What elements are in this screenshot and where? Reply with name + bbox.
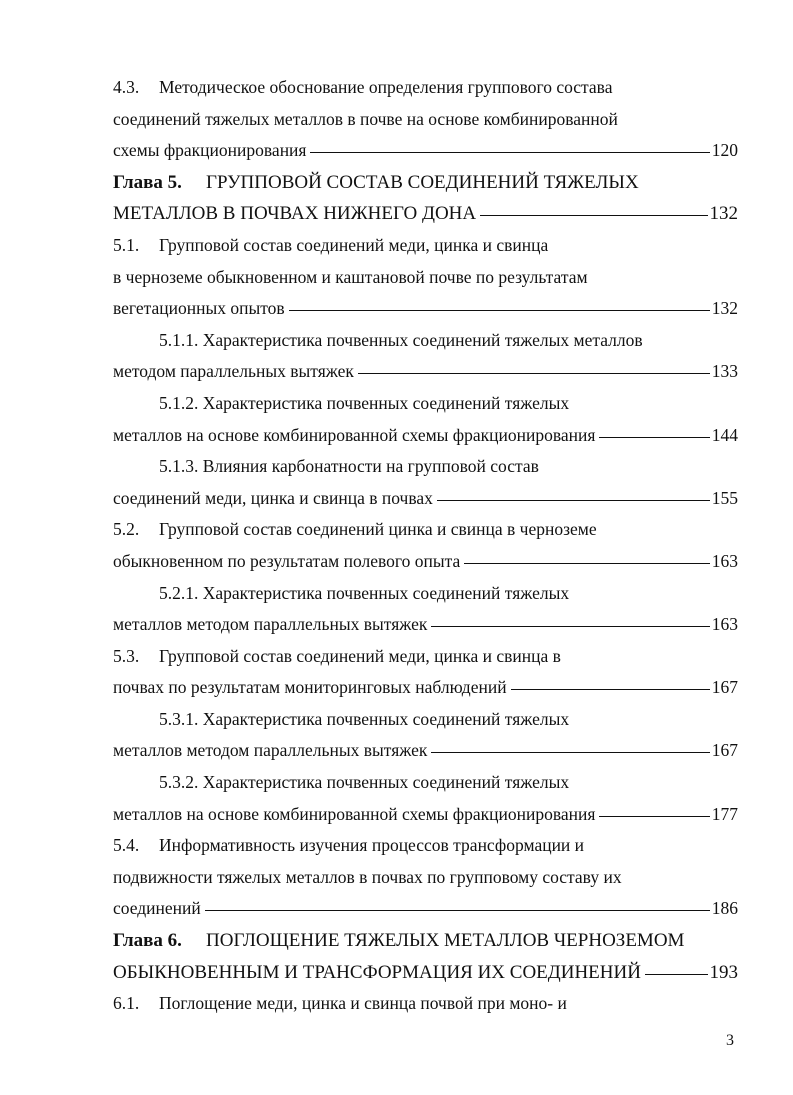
toc-entry-text: соединений тяжелых металлов в почве на основе комбинированной (113, 108, 618, 129)
section-number: 5.3. (113, 645, 140, 666)
leader-line (599, 816, 709, 817)
toc-line (113, 672, 738, 704)
section-number: 5.2. (113, 519, 140, 540)
toc-entry-text: 5.3.2. Характеристика почвенных соединений тяжелых (159, 772, 570, 793)
toc-line (113, 72, 738, 104)
leader-line (437, 500, 710, 501)
toc-entry-text: металлов методом параллельных вытяжек (113, 740, 428, 761)
toc-entry-text: соединений меди, цинка и свинца в почвах (113, 487, 433, 508)
chapter-number: Глава 6. (113, 930, 182, 952)
toc-page-number: 132 (711, 298, 738, 319)
toc-page-number: 193 (709, 961, 738, 983)
leader-line (511, 689, 710, 690)
leader-line (205, 910, 710, 911)
toc-entry-text: обыкновенном по результатам полевого опыта (113, 550, 461, 571)
toc-line (113, 641, 738, 673)
toc-line (113, 293, 738, 325)
toc-line (113, 483, 738, 515)
toc-line (113, 609, 738, 641)
toc-page-number: 186 (711, 898, 738, 919)
leader-line (358, 373, 710, 374)
toc-entry-text: ПОГЛОЩЕНИЕ ТЯЖЕЛЫХ МЕТАЛЛОВ ЧЕРНОЗЕМОМ (206, 930, 685, 952)
toc-line (113, 830, 738, 862)
toc-entry-text: ГРУППОВОЙ СОСТАВ СОЕДИНЕНИЙ ТЯЖЕЛЫХ (206, 171, 639, 193)
leader-line (480, 215, 707, 216)
leader-line (645, 974, 708, 975)
section-number: 5.1. (113, 234, 140, 255)
toc-entry-text: Групповой состав соединений меди, цинка и свинца (159, 234, 549, 255)
toc-entry-text: вегетационных опытов (113, 298, 285, 319)
toc-line (113, 356, 738, 388)
toc-page-number: 163 (711, 614, 738, 635)
toc-page-number: 133 (711, 361, 738, 382)
toc-entry-text: 5.2.1. Характеристика почвенных соединений тяжелых (159, 582, 570, 603)
toc-entry-text: подвижности тяжелых металлов в почвах по групповому составу их (113, 866, 622, 887)
toc-page-number: 132 (709, 203, 738, 225)
toc-line (113, 546, 738, 578)
toc-entry-text: методом параллельных вытяжек (113, 361, 354, 382)
section-number: 6.1. (113, 993, 140, 1014)
toc-entry-text: Групповой состав соединений меди, цинка и свинца в (159, 645, 561, 666)
toc-line (113, 799, 738, 831)
leader-line (289, 310, 710, 311)
toc-line (113, 230, 738, 262)
section-number: 4.3. (113, 77, 140, 97)
toc-entry-text: металлов на основе комбинированной схемы фракционирования (113, 803, 596, 824)
toc-line (113, 957, 738, 989)
page-number: 3 (726, 1032, 734, 1049)
toc-entry-text: металлов методом параллельных вытяжек (113, 614, 428, 635)
toc-line (113, 167, 738, 199)
leader-line (431, 626, 709, 627)
toc-entry-text: 5.3.1. Характеристика почвенных соединений тяжелых (159, 708, 570, 729)
toc-line (113, 704, 738, 736)
toc-entry-text: почвах по результатам мониторинговых наблюдений (113, 677, 507, 698)
leader-line (310, 152, 709, 153)
table-of-contents (113, 72, 738, 1020)
toc-line (113, 198, 738, 230)
toc-entry-text: Методическое обоснование определения группового состава (159, 77, 613, 97)
toc-page-number: 167 (711, 677, 738, 698)
toc-entry-text: в черноземе обыкновенном и каштановой почве по результатам (113, 266, 588, 287)
toc-entry-text: соединений (113, 898, 201, 919)
toc-entry-text: металлов на основе комбинированной схемы фракционирования (113, 424, 596, 445)
toc-line (113, 135, 738, 167)
toc-line (113, 578, 738, 610)
toc-line (113, 862, 738, 894)
toc-entry-text: 5.1.2. Характеристика почвенных соединений тяжелых (159, 392, 570, 413)
toc-line (113, 262, 738, 294)
toc-line (113, 420, 738, 452)
toc-entry-text: Информативность изучения процессов трансформации и (159, 835, 585, 856)
toc-line (113, 514, 738, 546)
toc-line (113, 325, 738, 357)
toc-page-number: 167 (711, 740, 738, 761)
toc-line (113, 893, 738, 925)
toc-page-number: 120 (711, 140, 738, 161)
toc-line (113, 388, 738, 420)
toc-entry-text: схемы фракционирования (113, 140, 307, 161)
toc-line (113, 735, 738, 767)
toc-entry-text: 5.1.3. Влияния карбонатности на групповой состав (159, 456, 539, 477)
toc-line (113, 104, 738, 136)
toc-entry-text: 5.1.1. Характеристика почвенных соединений тяжелых металлов (159, 329, 643, 350)
leader-line (599, 437, 709, 438)
leader-line (464, 563, 710, 564)
toc-page-number: 155 (711, 487, 738, 508)
leader-line (431, 752, 709, 753)
toc-entry-text: МЕТАЛЛОВ В ПОЧВАХ НИЖНЕГО ДОНА (113, 203, 477, 225)
section-number: 5.4. (113, 835, 140, 856)
toc-page-number: 177 (711, 803, 738, 824)
chapter-number: Глава 5. (113, 171, 182, 193)
toc-page-number: 144 (711, 424, 738, 445)
toc-entry-text: ОБЫКНОВЕННЫМ И ТРАНСФОРМАЦИЯ ИХ СОЕДИНЕНИЙ (113, 961, 641, 983)
toc-line (113, 767, 738, 799)
toc-entry-text: Групповой состав соединений цинка и свинца в черноземе (159, 519, 597, 540)
toc-line (113, 988, 738, 1020)
toc-entry-text: Поглощение меди, цинка и свинца почвой при моно- и (159, 993, 567, 1014)
toc-line (113, 451, 738, 483)
toc-line (113, 925, 738, 957)
toc-page-number: 163 (711, 550, 738, 571)
